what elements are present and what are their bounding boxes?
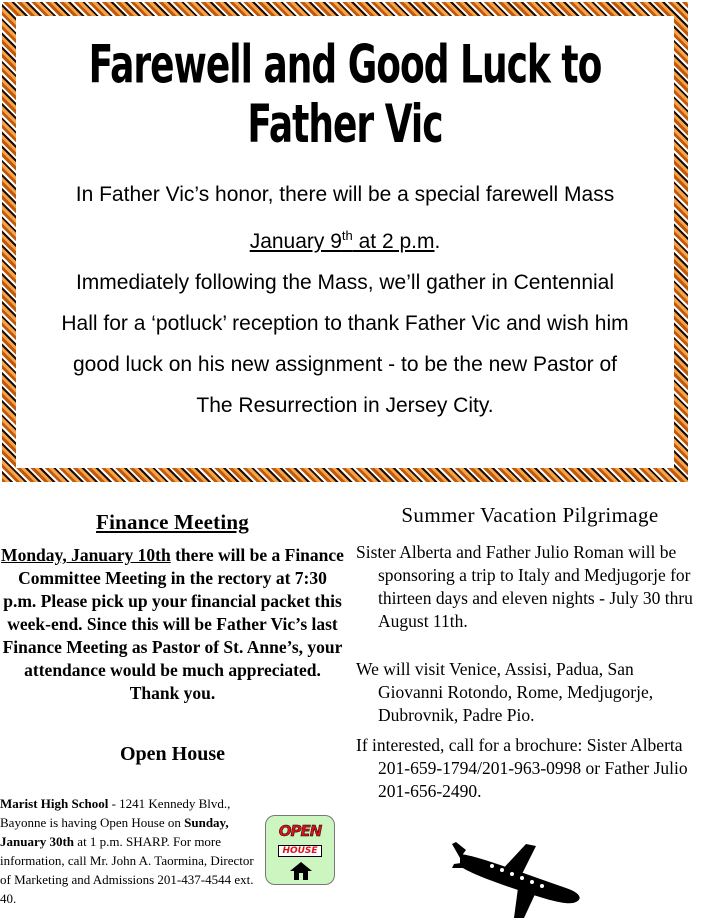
honor-line-4: Hall for a ‘potluck’ reception to thank Father Vic and wish him <box>61 312 629 335</box>
honor-line-1: In Father Vic’s honor, there will be a special farewell Mass <box>75 183 615 206</box>
pilgrimage-paragraph-2: We will visit Venice, Assisi, Padua, San Giovanni Rotondo, Rome, Medjugorje, Dubrovnik, Padre Pio. <box>356 659 654 725</box>
farewell-details <box>22 174 668 426</box>
pilgrimage-paragraph-1: Sister Alberta and Father Julio Roman will be sponsoring a trip to Italy and Medjugorje for thirteen days and eleven nights - July 30 thru August 11th. <box>356 542 693 631</box>
open-house-badge <box>265 815 335 885</box>
honor-line-2: January 9th at 2 p.m. <box>249 228 441 253</box>
farewell-banner <box>22 22 668 462</box>
finance-title: Finance Meeting <box>96 510 249 534</box>
badge-house-label: HOUSE <box>278 845 321 857</box>
pilgrimage-paragraph-3: If interested, call for a brochure: Sister Alberta 201-659-1794/201-963-0998 or Father Julio 201-656-2490. <box>356 735 688 801</box>
farewell-headline: Farewell and Good Luck to Father Vic <box>88 36 602 155</box>
mass-date: January 9th at 2 p.m <box>249 228 435 253</box>
honor-line-3: Immediately following the Mass, we’ll gather in Centennial <box>75 271 615 294</box>
honor-line-5: good luck on his new assignment - to be the new Pastor of <box>73 353 617 376</box>
open-house-body: Marist High School - 1241 Kennedy Blvd., Bayonne is having Open House on Sunday, January 30th at 1 p.m. SHARP. For more information, call Mr. John A. Taormina, Director of Marketing and Admissions 201-437-4544 ext. 40. <box>0 796 254 906</box>
finance-date: Monday, January 10th <box>1 545 171 565</box>
open-house-title: Open House <box>119 743 226 765</box>
airplane-icon <box>448 836 588 920</box>
finance-body: Monday, January 10th there will be a Finance Committee Meeting in the rectory at 7:30 p.m. Please pick up your financial packet this week-end. Since this will be Father Vic’s last Finance Meeting as Pastor of St. Anne’s, your attendance would be much appreciated. Thank you. <box>1 545 344 703</box>
badge-open-label: OPEN <box>278 822 322 840</box>
honor-line-6: The Resurrection in Jersey City. <box>196 394 494 417</box>
pilgrimage-title: Summer Vacation Pilgrimage <box>401 503 659 527</box>
house-icon <box>288 861 314 881</box>
